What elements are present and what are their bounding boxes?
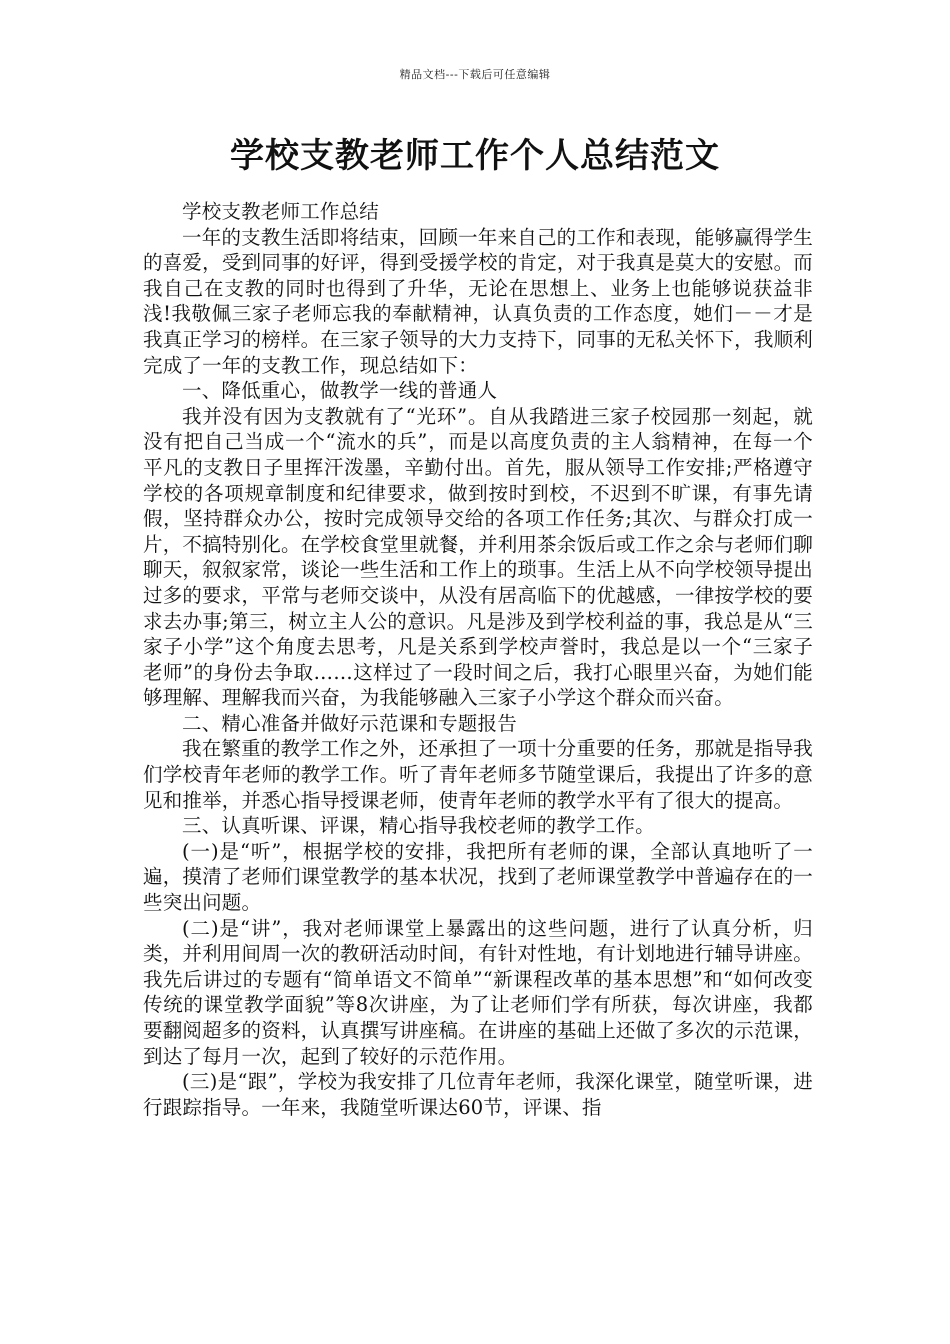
document-title: 学校支教老师工作个人总结范文	[230, 136, 720, 176]
paragraph-section-2: 我在繁重的教学工作之外，还承担了一项十分重要的任务，那就是指导我们学校青年老师的教学工作。听了青年老师多节随堂课后，我提出了许多的意见和推举，并悉心指导授课老师，使青年老师的教学水平有了很大的提高。	[143, 737, 813, 812]
section-heading-3: 三、认真听课、评课，精心指导我校老师的教学工作。	[182, 814, 655, 838]
page-header: 精品文档---下载后可任意编辑	[399, 68, 551, 81]
paragraph-follow: (三)是“跟”，学校为我安排了几位青年老师，我深化课堂，随堂听课，进行跟踪指导。一年来，我随堂听课达60节，评课、指	[143, 1070, 813, 1119]
document-body	[143, 199, 813, 1120]
section-heading-2: 二、精心准备并做好示范课和专题报告	[182, 711, 517, 735]
section-heading-1: 一、降低重心，做教学一线的普通人	[182, 379, 498, 403]
paragraph-section-1: 我并没有因为支教就有了“光环”。自从我踏进三家子校园那一刻起，就没有把自己当成一个“流水的兵”，而是以高度负责的主人翁精神，在每一个平凡的支教日子里挥汗泼墨，辛勤付出。首先，服从领导工作安排;严格遵守学校的各项规章制度和纪律要求，做到按时到校，不迟到不旷课，有事先请假，坚持群众办公，按时完成领导交给的各项工作任务;其次、与群众打成一片，不搞特别化。在学校食堂里就餐，并利用茶余饭后或工作之余与老师们聊聊天，叙叙家常，谈论一些生活和工作上的琐事。生活上从不向学校领导提出过多的要求，平常与老师交谈中，从没有居高临下的优越感，一律按学校的要求去办事;第三，树立主人公的意识。凡是涉及到学校利益的事，我总是从“三家子小学”这个角度去思考，凡是关系到学校声誉时，我总是以一个“三家子老师”的身份去争取……这样过了一段时间之后，我打心眼里兴奋，为她们能够理解、理解我而兴奋，为我能够融入三家子小学这个群众而兴奋。	[143, 404, 813, 710]
paragraph-intro: 一年的支教生活即将结束，回顾一年来自己的工作和表现，能够赢得学生的喜爱，受到同事的好评，得到受援学校的肯定，对于我真是莫大的安慰。而我自己在支教的同时也得到了升华，无论在思想上、业务上也能够说获益非浅!我敬佩三家子老师忘我的奉献精神，认真负责的工作态度，她们－－才是我真正学习的榜样。在三家子领导的大力支持下，同事的无私关怀下，我顺利完成了一年的支教工作，现总结如下：	[143, 225, 813, 377]
paragraph-listen: (一)是“听”，根据学校的安排，我把所有老师的课，全部认真地听了一遍，摸清了老师们课堂教学的基本状况，找到了老师课堂教学中普遍存在的一些突出问题。	[143, 839, 813, 915]
document-subtitle: 学校支教老师工作总结	[182, 200, 380, 223]
paragraph-lecture: (二)是“讲”，我对老师课堂上暴露出的这些问题，进行了认真分析，归类，并利用间周一次的教研活动时间，有针对性地，有计划地进行辅导讲座。我先后讲过的专题有“简单语文不简单”“新课程改革的基本思想”和“如何改变传统的课堂教学面貌”等8次讲座，为了让老师们学有所获，每次讲座，我都要翻阅超多的资料，认真撰写讲座稿。在讲座的基础上还做了多次的示范课，到达了每月一次，起到了较好的示范作用。	[143, 916, 813, 1068]
